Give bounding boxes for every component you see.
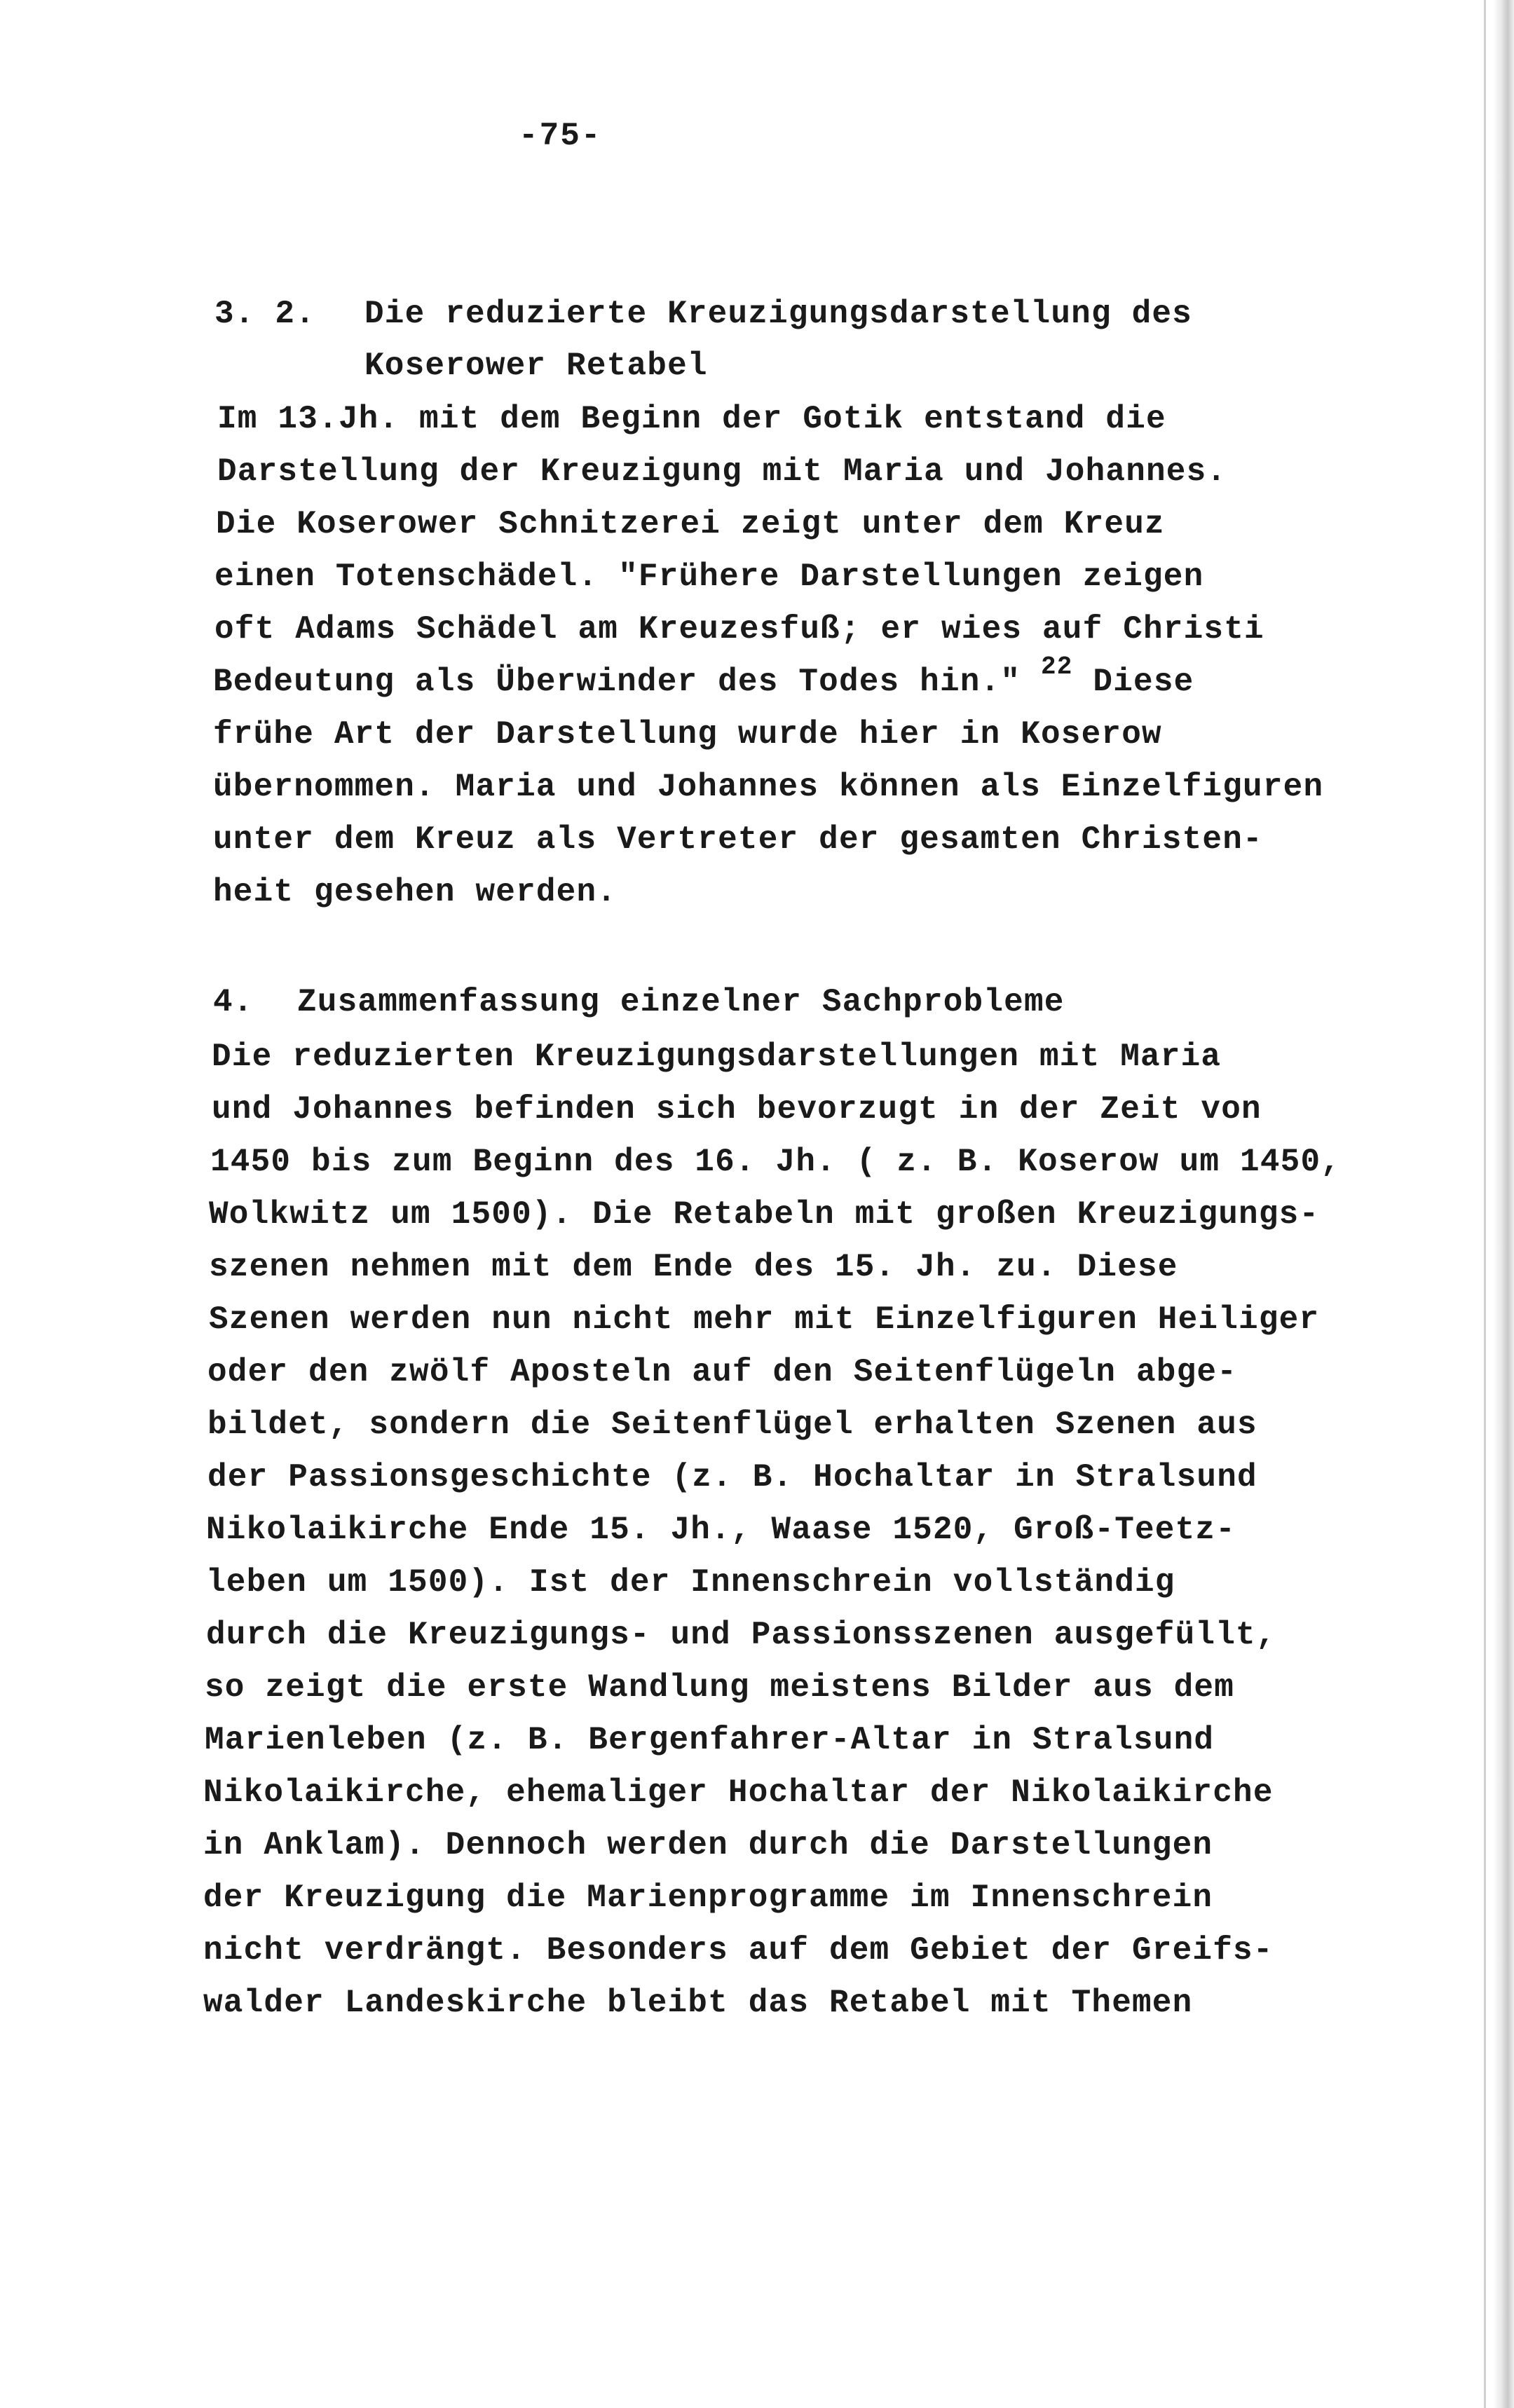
section-4-line-6: Szenen werden nun nicht mehr mit Einzelfiguren Heiliger [209, 1301, 1320, 1338]
section-3-2-line-6-tail: Diese [1093, 664, 1194, 700]
section-4-line-9: der Passionsgeschichte (z. B. Hochaltar in Stralsund [207, 1459, 1257, 1496]
section-4-line-7: oder den zwölf Aposteln auf den Seitenflügeln abge- [207, 1354, 1238, 1390]
section-4-line-18: nicht verdrängt. Besonders auf dem Gebiet der Greifs- [203, 1932, 1274, 1969]
section-3-2-line-7: frühe Art der Darstellung wurde hier in Koserow [213, 716, 1162, 753]
page-edge-line [1484, 0, 1486, 2408]
section-4-line-11: leben um 1500). Ist der Innenschrein vollständig [206, 1564, 1175, 1601]
section-4-line-15: Nikolaikirche, ehemaliger Hochaltar der Nikolaikirche [203, 1774, 1274, 1811]
section-3-2-line-2: Darstellung der Kreuzigung mit Maria und Johannes. [217, 453, 1227, 490]
section-4-number: 4. [213, 984, 254, 1020]
section-4-line-12: durch die Kreuzigungs- und Passionsszenen ausgefüllt, [206, 1617, 1276, 1653]
section-4-line-2: und Johannes befinden sich bevorzugt in der Zeit von [212, 1091, 1262, 1128]
section-3-2-heading-line1: Die reduzierte Kreuzigungsdarstellung des [364, 296, 1192, 332]
section-3-2-line-6 [213, 652, 1194, 705]
section-3-2-line-5: oft Adams Schädel am Kreuzesfuß; er wies auf Christi [214, 611, 1264, 648]
section-4-line-3: 1450 bis zum Beginn des 16. Jh. ( z. B. Koserow um 1450, [210, 1144, 1342, 1180]
section-3-2-line-8: übernommen. Maria und Johannes können als Einzelfiguren [213, 769, 1324, 805]
section-3-2-line-4: einen Totenschädel. "Frühere Darstellungen zeigen [214, 559, 1204, 595]
page-number: -75- [519, 118, 602, 154]
footnote-reference: 22 [1041, 652, 1073, 681]
section-4-heading: Zusammenfassung einzelner Sachprobleme [297, 984, 1065, 1020]
section-4-line-10: Nikolaikirche Ende 15. Jh., Waase 1520, Groß-Teetz- [206, 1512, 1236, 1548]
section-3-2-line-10: heit gesehen werden. [213, 874, 618, 910]
section-4-line-19: walder Landeskirche bleibt das Retabel mit Themen [203, 1985, 1193, 2021]
section-3-2-line-9: unter dem Kreuz als Vertreter der gesamten Christen- [213, 821, 1263, 858]
section-4-line-1: Die reduzierten Kreuzigungsdarstellungen mit Maria [212, 1039, 1222, 1075]
section-3-2-heading-line2: Koserower Retabel [364, 348, 708, 384]
section-4-line-17: der Kreuzigung die Marienprogramme im Innenschrein [203, 1880, 1213, 1916]
section-3-2-line-1: Im 13.Jh. mit dem Beginn der Gotik entstand die [217, 401, 1166, 437]
section-3-2-line-3: Die Koserower Schnitzerei zeigt unter dem Kreuz [216, 506, 1165, 542]
section-4-line-14: Marienleben (z. B. Bergenfahrer-Altar in Stralsund [205, 1722, 1215, 1758]
section-4-line-8: bildet, sondern die Seitenflügel erhalten Szenen aus [207, 1407, 1257, 1443]
section-4-line-5: szenen nehmen mit dem Ende des 15. Jh. zu. Diese [209, 1249, 1178, 1285]
section-3-2-number: 3. 2. [214, 296, 316, 332]
page-edge-shadow [1493, 0, 1514, 2408]
section-4-line-4: Wolkwitz um 1500). Die Retabeln mit großen Kreuzigungs- [209, 1196, 1320, 1233]
section-3-2-line-6-text: Bedeutung als Überwinder des Todes hin." [213, 664, 1021, 700]
section-4-line-13: so zeigt die erste Wandlung meistens Bilder aus dem [205, 1669, 1235, 1706]
section-4-line-16: in Anklam). Dennoch werden durch die Darstellungen [203, 1827, 1213, 1863]
